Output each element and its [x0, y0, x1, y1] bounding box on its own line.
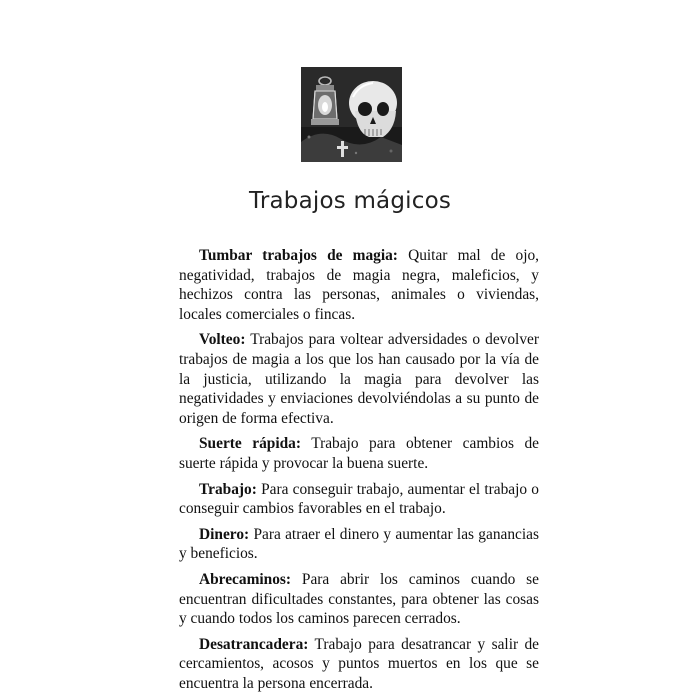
entry-volteo	[179, 330, 539, 428]
entry-term: Desatrancadera:	[199, 635, 309, 653]
page-title: Trabajos mágicos	[248, 188, 452, 214]
entry-abrecaminos	[179, 570, 539, 629]
lantern-skull-image	[301, 67, 402, 162]
entry-term: Volteo:	[199, 331, 246, 349]
entry-text: Para conseguir trabajo, aumentar el trabajo o conseguir cambios favorables en el trabajo.	[179, 480, 539, 518]
lantern-skull-illustration	[301, 67, 402, 162]
entry-text: Quitar mal de ojo, negatividad, trabajos de magia negra, maleficios, y hechizos contra las personas, animales o viviendas, locales comerciales o fincas.	[179, 247, 540, 323]
entry-trabajo	[179, 480, 539, 519]
entry-term: Dinero:	[199, 525, 250, 543]
entry-text: Trabajos para voltear adversidades o devolver trabajos de magia a los que los han causado por la vía de la justicia, utilizando la magia para devolver las negatividades y enviaciones devolviéndolas a su punto de origen de forma efectiva.	[179, 331, 539, 427]
entry-text: Para abrir los caminos cuando se encuentran dificultades constantes, para obtener las cosas y cuando todos los caminos parecen cerrados.	[179, 570, 539, 628]
entry-dinero	[179, 525, 539, 564]
entry-text: Para atraer el dinero y aumentar las ganancias y beneficios.	[179, 525, 539, 563]
entry-desatrancadera	[179, 635, 539, 694]
entry-suerte-rapida	[179, 434, 539, 473]
entry-term: Trabajo:	[199, 480, 257, 498]
entry-text: Trabajo para desatrancar y salir de cercamientos, acosos y puntos muertos en los que se encuentra la persona encerrada.	[179, 635, 539, 692]
entry-tumbar-trabajos	[179, 246, 539, 324]
entry-term: Tumbar trabajos de magia:	[199, 247, 398, 264]
entry-text: Trabajo para obtener cambios de suerte rápida y provocar la buena suerte.	[179, 435, 539, 472]
entry-term: Abrecaminos:	[199, 570, 292, 588]
entries-list	[179, 246, 539, 699]
entry-term: Suerte rápida:	[199, 435, 301, 453]
